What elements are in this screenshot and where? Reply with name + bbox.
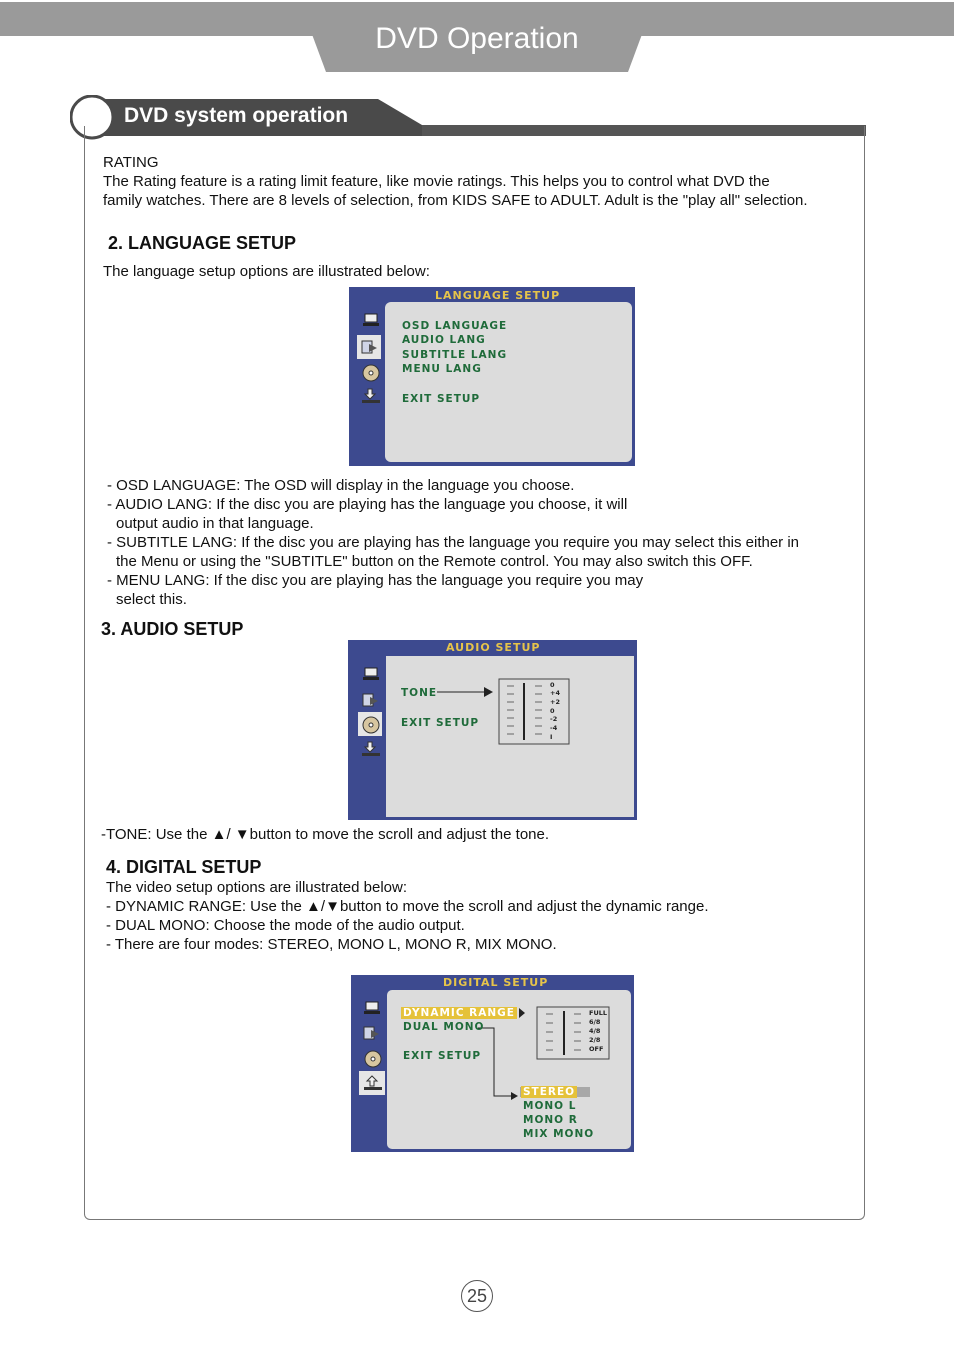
osd-option-stereo: STEREO: [523, 1086, 576, 1098]
dual-mono-description: - DUAL MONO: Choose the mode of the audio output.: [106, 917, 465, 934]
page-number: 25: [461, 1280, 493, 1312]
desc-audio-lang: - AUDIO LANG: If the disc you are playing has the language you choose, it will: [107, 496, 628, 513]
osd-item-dynamic-range: DYNAMIC RANGE: [403, 1007, 515, 1019]
dyn-desc-prefix: - DYNAMIC RANGE: Use the: [106, 898, 302, 915]
up-triangle-icon: ▲: [306, 898, 321, 915]
digital-setup-heading: 4. DIGITAL SETUP: [106, 857, 262, 877]
language-icon: [361, 339, 379, 355]
monitor-icon: [363, 667, 379, 681]
desc-menu-lang-cont: select this.: [116, 591, 187, 608]
tone-scale-label: +4: [550, 689, 560, 697]
tone-scale-label: 0: [550, 681, 555, 689]
language-setup-intro: The language setup options are illustrated below:: [103, 263, 430, 280]
section-title: DVD system operation: [124, 104, 349, 127]
osd-item-exit-setup: EXIT SETUP: [402, 393, 481, 405]
disc-icon: [364, 1050, 382, 1068]
osd-item-tone: TONE: [401, 687, 438, 699]
tone-description: [101, 825, 549, 844]
tone-scale-label: I: [550, 733, 553, 741]
osd-item-subtitle-lang: SUBTITLE LANG: [402, 349, 508, 361]
rating-text-1: The Rating feature is a rating limit feature, like movie ratings. This helps you to control what DVD the: [103, 173, 770, 190]
language-icon: [362, 692, 380, 708]
dynamic-scale-label: FULL: [589, 1009, 608, 1017]
digital-setup-screen: [351, 975, 634, 1152]
desc-subtitle-lang-cont: the Menu or using the "SUBTITLE" button on the Remote control. You may also switch this OFF.: [116, 553, 753, 570]
tone-desc-sep: /: [226, 826, 231, 843]
tone-scale-label: +2: [550, 698, 560, 706]
desc-menu-lang: - MENU LANG: If the disc you are playing has the language you require you may: [107, 572, 644, 589]
audio-setup-heading: 3. AUDIO SETUP: [101, 619, 244, 639]
dyn-desc-sep: /: [320, 898, 326, 915]
dynamic-scale-label: OFF: [589, 1045, 604, 1053]
osd-option-mono-l: MONO L: [523, 1100, 577, 1112]
audio-setup-screen: [348, 640, 637, 820]
digital-setup-intro: The video setup options are illustrated below:: [106, 879, 408, 896]
osd-option-mono-r: MONO R: [523, 1114, 578, 1126]
desc-osd-language: - OSD LANGUAGE: The OSD will display in the language you choose.: [107, 477, 575, 494]
rating-label: RATING: [103, 154, 159, 171]
osd-frame: [351, 975, 634, 1152]
osd-title: LANGUAGE SETUP: [435, 289, 561, 302]
osd-title: DIGITAL SETUP: [443, 976, 549, 989]
tone-scale-label: 0: [550, 707, 555, 715]
osd-frame: [348, 640, 637, 820]
down-triangle-icon: ▼: [325, 898, 340, 915]
osd-item-dual-mono: DUAL MONO: [403, 1021, 485, 1033]
monitor-icon: [363, 313, 379, 327]
disc-icon: [362, 716, 380, 734]
dynamic-scale-label: 6/8: [589, 1018, 601, 1026]
language-setup-heading: 2. LANGUAGE SETUP: [108, 233, 297, 253]
dynamic-scale-label: 4/8: [589, 1027, 601, 1035]
page-title: DVD Operation: [375, 22, 579, 55]
language-setup-screen: [349, 287, 635, 466]
tone-desc-prefix: -TONE: Use the: [101, 826, 208, 843]
download-icon: [362, 388, 380, 404]
osd-title: AUDIO SETUP: [446, 641, 541, 654]
up-triangle-icon: ▲: [211, 826, 227, 843]
disc-icon: [362, 364, 380, 382]
upload-icon: [364, 1075, 382, 1091]
modes-description: - There are four modes: STEREO, MONO L, MONO R, MIX MONO.: [106, 936, 557, 953]
tone-desc-suffix: button to move the scroll and adjust the tone.: [249, 826, 550, 843]
desc-audio-lang-cont: output audio in that language.: [116, 515, 314, 532]
osd-frame: [349, 287, 635, 466]
osd-item-exit-setup: EXIT SETUP: [401, 717, 480, 729]
tone-scale-label: -2: [550, 715, 558, 723]
dynamic-scale-label: 2/8: [589, 1036, 601, 1044]
dyn-desc-suffix: button to move the scroll and adjust the dynamic range.: [339, 898, 709, 915]
down-triangle-icon: ▼: [234, 826, 250, 843]
dynamic-range-description: [106, 897, 709, 916]
osd-item-menu-lang: MENU LANG: [402, 363, 482, 375]
download-icon: [362, 741, 380, 757]
monitor-icon: [364, 1001, 380, 1015]
tone-scale-label: -4: [550, 724, 558, 732]
language-icon: [363, 1025, 381, 1041]
osd-option-mix-mono: MIX MONO: [523, 1128, 595, 1140]
desc-subtitle-lang: - SUBTITLE LANG: If the disc you are playing has the language you require you may select this either in: [107, 534, 800, 551]
osd-item-audio-lang: AUDIO LANG: [402, 334, 486, 346]
osd-item-osd-language: OSD LANGUAGE: [402, 320, 508, 332]
osd-item-exit-setup: EXIT SETUP: [403, 1050, 482, 1062]
rating-text-2: family watches. There are 8 levels of selection, from KIDS SAFE to ADULT. Adult is the "play all" selection.: [103, 192, 808, 209]
